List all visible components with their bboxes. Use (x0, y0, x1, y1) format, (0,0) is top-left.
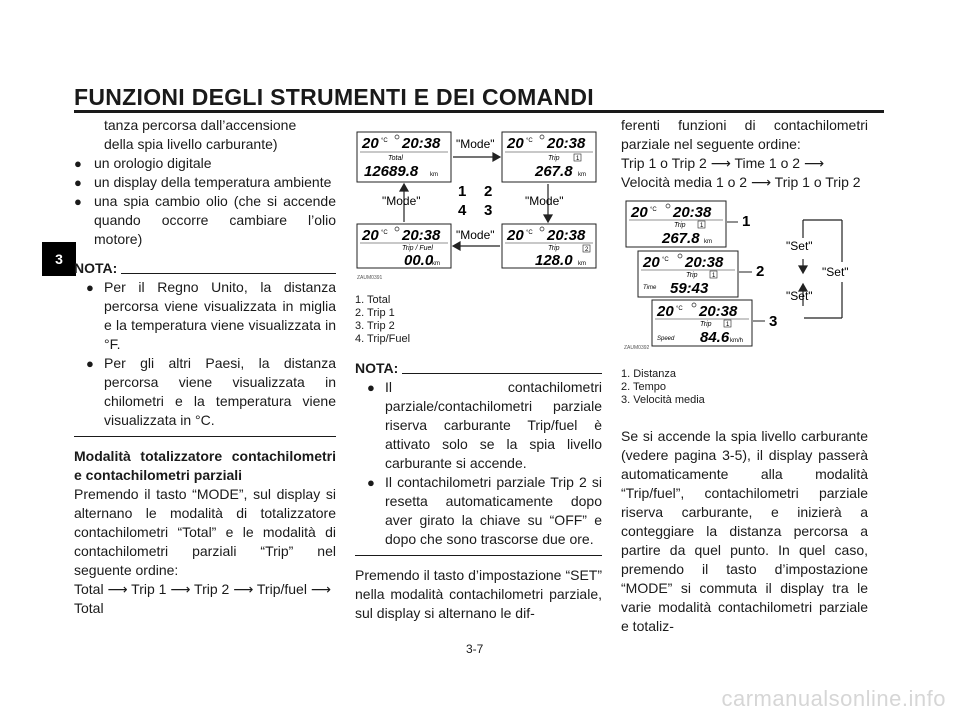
odometer-mode-diagram (352, 126, 604, 286)
chapter-tab: 3 (42, 242, 76, 276)
mode-label: Trip (686, 272, 698, 279)
list-item: ● una spia cambio olio (che si accende quando occorre cambiare l’olio motore) (74, 192, 336, 249)
temperature-readout: 20 (362, 227, 379, 244)
section-title: Modalità totalizzatore contachilometri e contachilometri parziali (74, 448, 336, 483)
note-label: NOTA: (74, 260, 118, 276)
paragraph: Se si accende la spia livello carburante (vedere pagina 3-5), il display passerà automaticamente alla modalità “Trip/fuel”, contachilometri parziale riserva carburante, e inizierà a conteggiare la distanza percorsa a partire da quel punto. In quel caso, premendo il tasto d’impostazione “MODE” si commuta il display tra le varie modalità contachilometri parziale e totaliz- (621, 428, 868, 634)
unit-label: km (704, 239, 712, 245)
paragraph: Premendo il tasto “MODE”, sul display si alternano le modalità di totalizzatore contachilometri “Total” e le modalità di contachilometri parziali “Trip” nel seguente ordine: (74, 486, 336, 578)
column-left (74, 116, 336, 618)
legend-item: 2. Tempo (621, 381, 667, 393)
time-label: Time (643, 285, 657, 291)
mode-label: Trip (548, 245, 560, 252)
list-item: ● un display della temperatura ambiente (74, 173, 336, 192)
legend-item: 1. Distanza (621, 368, 677, 380)
set-sequence: Trip 1 o Trip 2 ⟶ Time 1 o 2 ⟶ Velocità media 1 o 2 ⟶ Trip 1 o Trip 2 (621, 155, 861, 190)
list-item: ● Per il Regno Unito, la distanza percorsa viene visualizzata in miglia e la temperatura viene visualizzata in °F. (74, 278, 336, 354)
display-trip2 (502, 224, 596, 269)
unit-label: km (430, 172, 438, 178)
list-item: ● un orologio digitale (74, 154, 336, 173)
speed-label: Speed (657, 336, 675, 342)
unit-label: °C (526, 138, 533, 144)
time-value: 59:43 (670, 280, 709, 297)
callout-number: 3 (769, 313, 778, 330)
display-trip-fuel (357, 224, 451, 269)
column-right (621, 116, 868, 192)
temperature-readout: 20 (657, 303, 674, 320)
trip-index: 2 (585, 247, 589, 253)
legend-item: 2. Trip 1 (355, 307, 395, 319)
clock-readout: 20:38 (547, 227, 586, 244)
trip-index: 1 (712, 273, 716, 279)
unit-label: km (578, 261, 586, 267)
set-button-label: "Set" (822, 265, 849, 279)
continued-line: tanza percorsa dall’accensione (104, 117, 297, 133)
callout-number: 2 (484, 183, 493, 200)
list-item: ● Il contachilometri parziale Trip 2 si resetta automaticamente dopo aver girato la chiave su “OFF” e dopo che sono trascorse due ore. (355, 473, 602, 549)
temperature-readout: 20 (507, 227, 524, 244)
display-total (357, 132, 451, 182)
clock-readout: 20:38 (547, 135, 586, 152)
unit-label: °C (381, 138, 388, 144)
unit-label: km (432, 261, 440, 267)
distance-value: 267.8 (662, 230, 700, 247)
continued-line: della spia livello carburante) (104, 136, 278, 152)
display-trip1 (502, 132, 596, 182)
trip-value: 00.0 (404, 252, 434, 269)
figure-code: ZAUM0392 (624, 345, 650, 351)
legend-item: 3. Trip 2 (355, 320, 395, 332)
mode-sequence: Total ⟶ Trip 1 ⟶ Trip 2 ⟶ Trip/fuel ⟶ Total (74, 581, 331, 616)
callout-number: 3 (484, 202, 493, 219)
temperature-readout: 20 (507, 135, 524, 152)
trip-value: 267.8 (535, 163, 573, 180)
unit-label: °C (526, 230, 533, 236)
paragraph: ferenti funzioni di contachilometri parziale nel seguente ordine: (621, 117, 868, 152)
display-time (638, 251, 738, 297)
mode-label: Trip (674, 222, 686, 229)
note-end-rule (74, 436, 336, 437)
mode-label: Trip / Fuel (402, 245, 433, 252)
clock-readout: 20:38 (402, 227, 441, 244)
trip-value: 128.0 (535, 252, 573, 269)
page-header: FUNZIONI DEGLI STRUMENTI E DEI COMANDI (74, 84, 594, 110)
mode-button-label: "Mode" (456, 137, 495, 151)
trip-index: 1 (726, 322, 730, 328)
set-button-label: "Set" (786, 239, 813, 253)
callout-number: 2 (756, 263, 765, 280)
unit-label: km (578, 172, 586, 178)
clock-readout: 20:38 (402, 135, 441, 152)
legend-item: 4. Trip/Fuel (355, 333, 411, 345)
note-end-rule (355, 555, 602, 556)
temperature-readout: 20 (643, 254, 660, 271)
trip-function-diagram (620, 196, 870, 354)
clock-readout: 20:38 (699, 303, 738, 320)
callout-number: 4 (458, 202, 467, 219)
feature-list (74, 154, 336, 249)
list-item: ● Per gli altri Paesi, la distanza percorsa viene visualizzata in chilometri e la temperatura viene visualizzata in °C. (74, 354, 336, 430)
trip-index: 1 (700, 223, 704, 229)
display-average-speed (652, 300, 752, 346)
legend-item: 1. Total (355, 294, 391, 306)
set-button-label: "Set" (786, 289, 813, 303)
mode-label: Total (388, 155, 403, 162)
note-label: NOTA: (355, 360, 399, 376)
callout-number: 1 (742, 213, 751, 230)
note-list (355, 378, 602, 549)
temperature-readout: 20 (362, 135, 379, 152)
speed-value: 84.6 (700, 329, 730, 346)
temperature-readout: 20 (631, 204, 648, 221)
column-middle (355, 294, 602, 623)
page-number: 3-7 (466, 642, 484, 656)
unit-label: km/h (730, 338, 744, 344)
trip-index: 1 (576, 156, 580, 162)
column-right-lower (621, 368, 868, 636)
header-rule (74, 110, 884, 113)
mode-button-label: "Mode" (525, 194, 564, 208)
mode-label: Trip (548, 155, 560, 162)
mode-label: Trip (700, 321, 712, 328)
paragraph: Premendo il tasto d’impostazione “SET” nella modalità contachilometri parziale, sul display si alternano le dif- (355, 567, 602, 621)
clock-readout: 20:38 (685, 254, 724, 271)
note-heading (355, 359, 602, 378)
note-list (74, 278, 336, 430)
clock-readout: 20:38 (673, 204, 712, 221)
unit-label: °C (381, 230, 388, 236)
unit-label: °C (650, 207, 657, 213)
list-item: ● Il contachilometri parziale/contachilometri parziale riserva carburante Trip/fuel è attivato solo se la spia livello carburante si accende. (355, 378, 602, 473)
display-distance (626, 201, 726, 247)
mode-button-label: "Mode" (382, 194, 421, 208)
mode-button-label: "Mode" (456, 228, 495, 242)
callout-number: 1 (458, 183, 467, 200)
odometer-value: 12689.8 (364, 163, 419, 180)
note-heading (74, 259, 336, 278)
unit-label: °C (676, 306, 683, 312)
watermark: carmanualsonline.info (721, 686, 946, 711)
legend-item: 3. Velocità media (621, 394, 705, 406)
figure-code: ZAUM0391 (357, 275, 383, 281)
unit-label: °C (662, 257, 669, 263)
